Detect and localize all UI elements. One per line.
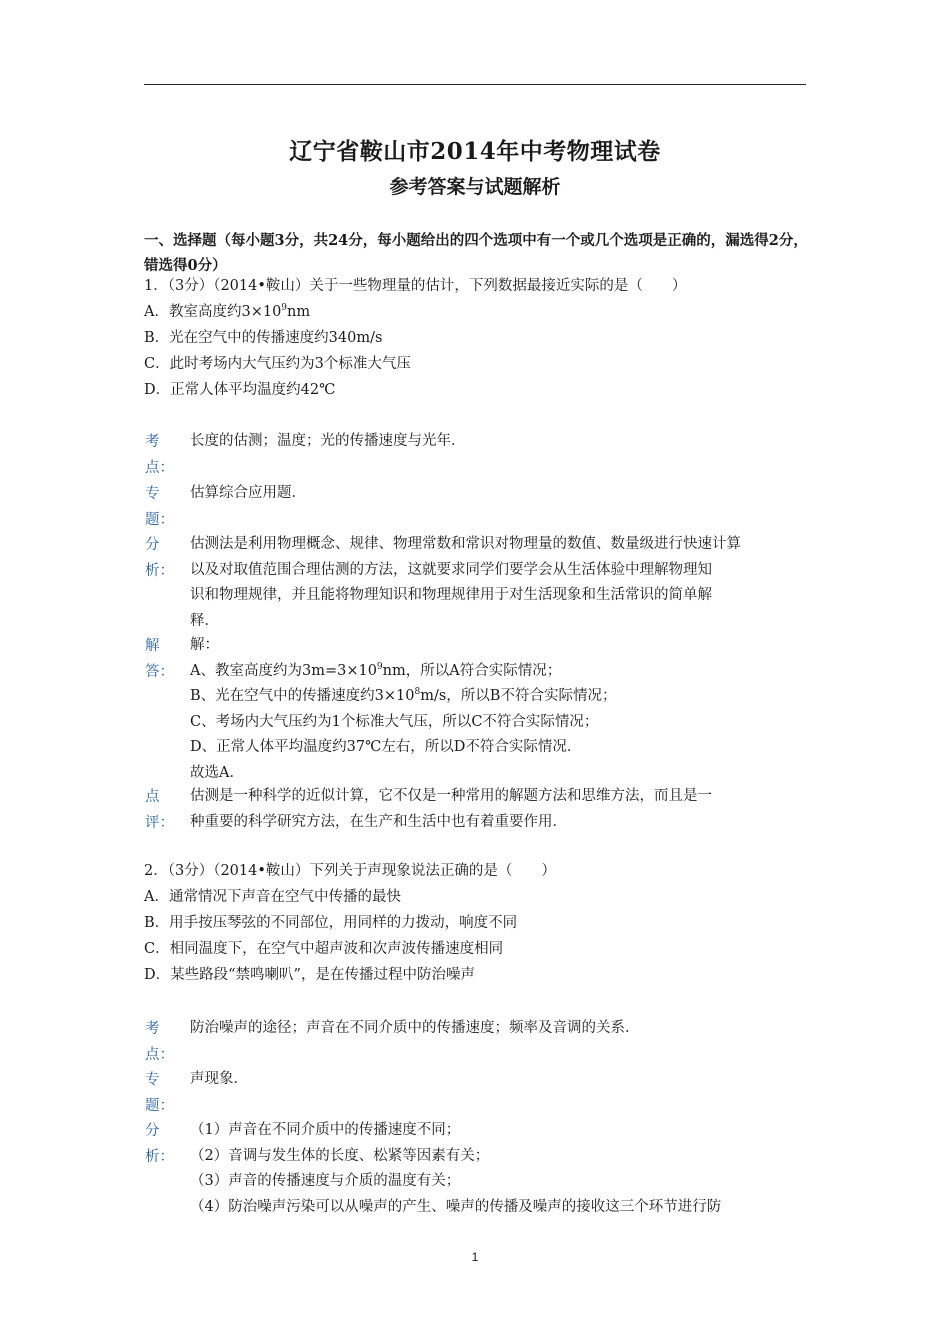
q1-dianping-text: 估测是一种科学的近似计算，它不仅是一种常用的解题方法和思维方法，而且是一 种重要的科学研究方法，在生产和生活中也有着重要作用．: [190, 788, 712, 830]
q1-zhuanti-label: 专 题：: [145, 486, 174, 528]
q1-option-d: D．正常人体平均温度约42℃: [144, 382, 336, 398]
q1-zhuanti-text: 估算综合应用题．: [190, 485, 306, 501]
q2-zhuanti-text: 声现象．: [190, 1071, 248, 1087]
q1-option-a-text: A．教室高度约3×10: [144, 304, 282, 320]
q1-fenxi-text: 估测法是利用物理概念、规律、物理常数和常识对物理量的数值、数量级进行快速计算 以及对取值范围合理估测的方法，这就要求同学们要学会从生活体验中理解物理知 识和物理规律，并且能将物理知识和物理规律用于对生活现象和生活常识的简单解 释．: [190, 536, 741, 629]
q2-option-a: A．通常情况下声音在空气中传播的最快: [144, 889, 401, 905]
section-heading: 一、选择题（每小题3分，共24分，每小题给出的四个选项中有一个或几个选项是正确的，漏选得2分，错选得0分）: [144, 232, 808, 274]
q1-fenxi-label: 分 析：: [145, 537, 174, 579]
header-rule: [144, 84, 806, 85]
q1-jieda-text: 解： A、教室高度约为$3m=3\times 10^9nm$，所以A符合实际情况； B、光在空气中的传播速度约$3\times 10^8m/s$，所以B不符合实际情况； C、考场内大气压约为1个标准大气压，所以C不符合实际情况； D、正常人体平均温度约37℃左右，所以D不符合实际情况． 故选A．: [190, 637, 617, 781]
q1-kaodian-label: 考 点：: [145, 434, 174, 476]
q1-option-b: B．光在空气中的传播速度约340m/s: [144, 330, 383, 346]
q2-stem: 2．（3分）（2014•鞍山）下列关于声现象说法正确的是（ ）: [144, 863, 556, 879]
page-number: 1: [471, 1250, 479, 1264]
q1-option-a-exponent: 9: [281, 303, 288, 314]
q1-stem: 1．（3分）（2014•鞍山）关于一些物理量的估计，下列数据最接近实际的是（ ）: [144, 278, 687, 294]
q2-option-c: C．相同温度下，在空气中超声波和次声波传播速度相同: [144, 941, 504, 957]
q1-option-c: C．此时考场内大气压约为3个标准大气压: [144, 356, 411, 372]
q2-zhuanti-label: 专 题：: [145, 1072, 174, 1114]
q2-kaodian-label: 考 点：: [145, 1021, 174, 1063]
q2-option-d: D．某些路段“禁鸣喇叭”，是在传播过程中防治噪声: [144, 967, 475, 983]
q2-fenxi-label: 分 析：: [145, 1123, 174, 1165]
q1-jieda-label: 解 答：: [145, 638, 174, 680]
q1-option-a: [144, 302, 310, 322]
page-title: 辽宁省鞍山市2014年中考物理试卷: [289, 138, 661, 165]
q1-dianping-label: 点 评：: [145, 789, 174, 831]
q1-option-a-unit: nm: [287, 304, 311, 320]
q2-fenxi-text: （1）声音在不同介质中的传播速度不同； （2）音调与发生体的长度、松紧等因素有关； （3）声音的传播速度与介质的温度有关； （4）防治噪声污染可以从噪声的产生、噪声的传播及噪声的接收这三个环节进行防: [190, 1122, 722, 1215]
q2-option-b: B．用手按压琴弦的不同部位，用同样的力拨动，响度不同: [144, 915, 518, 931]
q2-kaodian-text: 防治噪声的途径；声音在不同介质中的传播速度；频率及音调的关系．: [190, 1020, 640, 1036]
q1-kaodian-text: 长度的估测；温度；光的传播速度与光年．: [190, 433, 466, 449]
page-subtitle: 参考答案与试题解析: [389, 176, 561, 198]
